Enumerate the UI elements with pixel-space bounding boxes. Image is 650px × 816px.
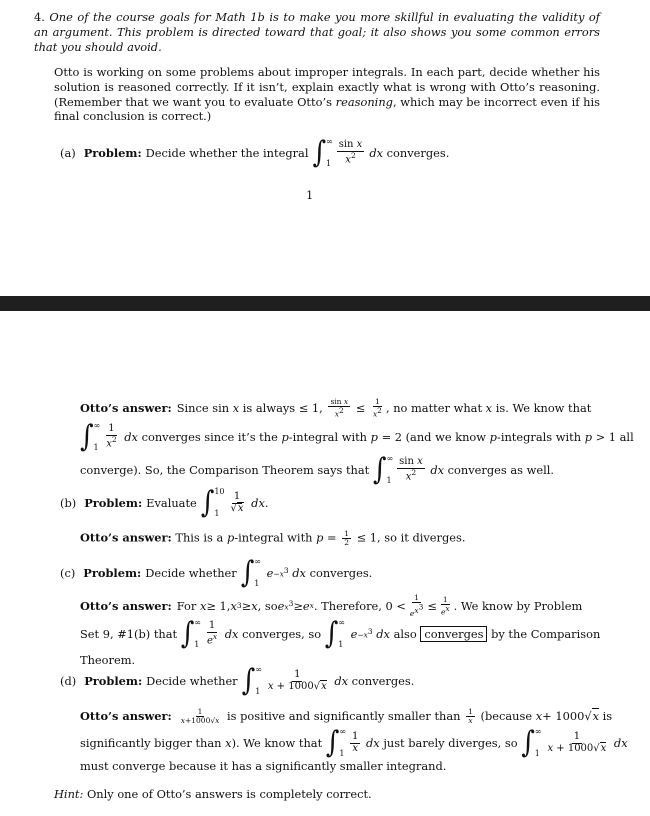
- integral-sign: ∫ ∞ 1: [521, 725, 542, 761]
- page-number: 1: [306, 188, 314, 202]
- part-b-problem: (b) Problem: Evaluate ∫ 10 1 $\frac{1}{√x}$ dx .: [60, 485, 269, 521]
- hint-label: Hint:: [54, 787, 84, 801]
- integral-sign: ∫ ∞ 1: [80, 419, 101, 455]
- integral-sign: ∫ ∞ 1: [180, 616, 201, 652]
- part-c-answer: Otto’s answer: For x ≥ 1, x 3 ≥ x , so e $x^3$ ≥ e x . Therefore, 0 < $\frac{1}{e^{x^3}}$ ≤ $\frac{1}{e^x}$ . We know by Problem Set 9, #1(b) that ∫ ∞ 1 $\frac{1}{e^x}$ dx converges, so ∫ ∞ 1 e $-x^3$ dx also converges by the Comparison Theorem.: [80, 593, 601, 667]
- integral-sign: ∫ 10 1: [200, 485, 225, 521]
- problem-number: 4.: [34, 10, 45, 24]
- problem-intro-text: One of the course goals for Math 1b is to make you more skillful in evaluating the validity of an argument. This problem is directed toward that goal; it also shows you some common errors that you should avoid.: [34, 10, 601, 54]
- converges-box: converges: [420, 626, 487, 643]
- part-d-answer: Otto’s answer: $\frac{1}{x+1000√x}$ is positive and significantly smaller than $\frac{1}{x}$ (because x + 1000√ x is significantly bigger than x ). We know that ∫ ∞ 1 $\frac{1}{x}$ dx just barely diverges, so ∫ ∞ 1 $\frac{1}{x + 1000√x}$ dx must converge because it has a significantly smaller integrand.: [80, 706, 628, 773]
- part-a-answer: Otto’s answer: Since sin x is always ≤ 1, $\frac{\text{sin x}}{x^2}$ ≤ $\frac{1}{x^2}$ , no matter what x is. We know that ∫ ∞ 1 $\frac{1}{x^2}$ dx converges since it’s the p -integral with p = 2 (and we know p -integrals with p > 1 all converge). So, the Comparison Theorem says that ∫ ∞ 1 $\frac{\text{sin x}}{x^2}$ dx converges as well.: [80, 396, 634, 488]
- part-b-answer: Otto’s answer: This is a p-integral with p = $\frac{1}{2}$ ≤ 1, so it diverges.: [80, 529, 466, 547]
- part-c-problem: (c) Problem: Decide whether ∫ ∞ 1 e $-x^3$ dx converges.: [60, 555, 373, 591]
- hint-text: Only one of Otto’s answers is completely correct.: [86, 787, 372, 801]
- problem-paragraph: Otto is working on some problems about improper integrals. In each part, decide whether his solution is reasoned correctly. If it isn’t, explain exactly what is wrong with Otto’s reasoning. (Remember that we want you to evaluate Otto’s reasoning, which may be incorrect even if his final conclusion is correct.): [54, 65, 600, 124]
- page-divider: [0, 296, 650, 311]
- integral-sign: ∫ ∞ 1: [241, 663, 262, 699]
- integral-sign: ∫ ∞ 1: [325, 725, 346, 761]
- problem-intro: [34, 10, 600, 54]
- integral-sign: ∫ ∞ 1: [324, 616, 345, 652]
- integral-sign: ∫ ∞ 1: [372, 452, 394, 488]
- integral-sign: ∫ ∞ 1: [240, 555, 261, 591]
- part-a-problem: (a) Problem: Decide whether the integral ∫ ∞ 1 $\frac{\text{sin x}}{x^2}$ dx converges.: [60, 135, 450, 171]
- part-d-problem: (d) Problem: Decide whether ∫ ∞ 1 $\frac{1}{x + 1000√x}$ dx converges.: [60, 663, 415, 699]
- integral-sign: ∫ ∞ 1: [312, 135, 333, 171]
- hint: [54, 787, 372, 802]
